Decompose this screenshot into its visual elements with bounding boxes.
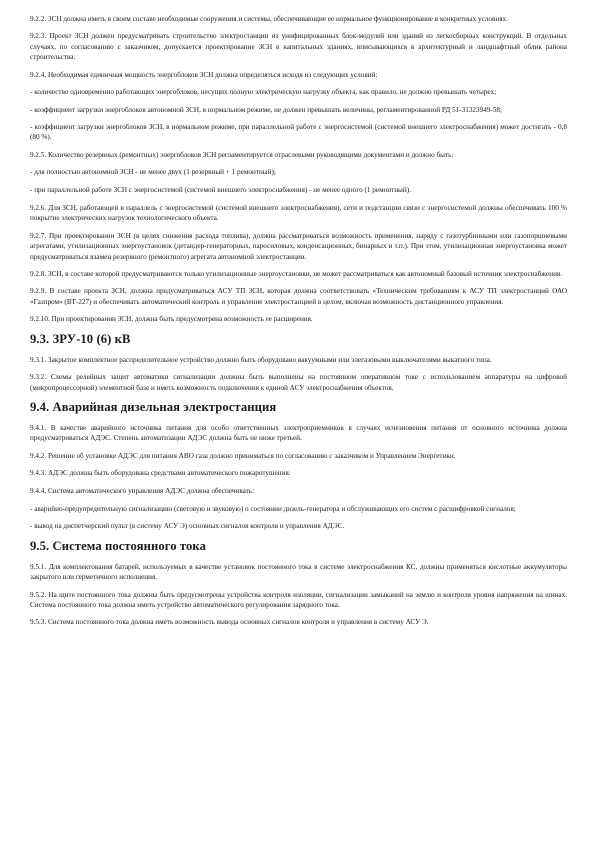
list-item-9-4-4-a: - аварийно-предупредительную сигнализацию (световую и звуковую) о состоянии дизель-генератора и обслуживающих его систем с расшифровкой сигналов; xyxy=(30,504,516,513)
paragraph-9-2-10: 9.2.10. При проектировании ЗСН, должна быть предусмотрена возможность ее расширения. xyxy=(30,314,313,323)
list-item-9-4-4-b: - вывод на диспетчерский пульт (в систему АСУ Э) основных сигналов контроля и управления АДЭС. xyxy=(30,522,345,531)
list-item-9-2-5-a: - для полностью автономной ЗСН - не менее двух (1 резервный + 1 ремонтный); xyxy=(30,168,276,177)
section-heading-9-4: 9.4. Аварийная дизельная электростанция xyxy=(30,399,277,414)
section-92-body xyxy=(30,14,567,325)
list-item-9-2-4-b: - коэффициент загрузки энергоблоков автономной ЗСН, в нормальном режиме, не должен превышать величины, регламентированной РД 51-31323949-58; xyxy=(30,105,502,114)
paragraph-9-5-3: 9.5.3. Система постоянного тока должна иметь возможность вывода основных сигналов контроля и управления в систему АСУ Э. xyxy=(30,618,429,627)
section-95 xyxy=(30,539,567,628)
section-heading-9-5: 9.5. Система постоянного тока xyxy=(30,538,206,553)
list-item-9-2-4-a: - количество одновременно работающих энергоблоков, несущих полную электрическую нагрузку объекта, как правило, не должно превышать четырех; xyxy=(30,88,497,97)
paragraph-9-2-9: 9.2.9. В составе проекта ЗСН, должна предусматриваться АСУ ТП ЗСН, которая должна соответствовать «Техническим требованиям к АСУ ТП электростанций ОАО «Газпром» (ВТ-227) и обеспечивать автоматический контроль и управление электростанцией в целом, включая возможность дистанционного управления. xyxy=(30,287,567,306)
section-heading-9-3: 9.3. ЗРУ-10 (6) кВ xyxy=(30,331,131,346)
paragraph-9-4-4: 9.4.4. Система автоматического управления АДЭС должна обеспечивать: xyxy=(30,487,255,496)
paragraph-9-2-5: 9.2.5. Количество резервных (ремонтных) энергоблоков ЗСН регламентируется отраслевыми руководящими документами и должно быть: xyxy=(30,150,454,159)
paragraph-9-2-7: 9.2.7. При проектировании ЗСН (в целях снижения расхода топлива), должна рассматриваться возможность применения, наряду с газотурбинными или газопоршневыми агрегатами, утилизационных энергоустановок (детандер-генераторных, паросиловых, конденсационных, бинарных и т.п.). При этом, утилизационная энергоустановка может предусматриваться взамен резервного (ремонтного) агрегата автономной электростанции. xyxy=(30,231,567,261)
paragraph-9-3-1: 9.3.1. Закрытое комплектное распределительное устройство должно быть оборудовано вакуумными или элегазовыми выключателями выкатного типа. xyxy=(30,355,492,364)
paragraph-9-5-2: 9.5.2. На щите постоянного тока должны быть предусмотрены устройства контроля изоляции, сигнализации замыканий на землю и контроля уровня напряжения на шинах. Система постоянного тока должна иметь устройство автоматического регулирования зарядного тока. xyxy=(30,590,567,610)
paragraph-9-2-3: 9.2.3. Проект ЗСН должен предусматривать строительство электростанции из унифицированных блок-модулей или зданий из легкосборных конструкций. В отдельных случаях, по согласованию с заказчиком, допускается проектирование ЗСН в капитальных зданиях, вписывающихся в архитектурный и ландшафтный облик района строительства. xyxy=(30,32,567,62)
section-94 xyxy=(30,400,567,532)
list-item-9-2-4-c: - коэффициент загрузки энергоблоков ЗСН, в нормальном режиме, при параллельной работе с энергосистемой (системой внешнего электроснабжения) может достигать - 0,8 (80 %). xyxy=(30,122,567,142)
paragraph-9-5-1: 9.5.1. Для комплектования батарей, используемых в качестве установок постоянного тока в системе электроснабжения КС, должны применяться кислотные аккумуляторы закрытого или герметичного исполнения. xyxy=(30,562,567,582)
list-item-9-2-5-b: - при параллельной работе ЗСН с энергосистемой (системой внешнего электроснабжения) - не менее одного (1 ремонтный). xyxy=(30,186,411,195)
paragraph-9-2-2: 9.2.2. ЗСН должна иметь в своем составе необходимые сооружения и системы, обеспечивающие ее нормальное функционирование в конкретных условиях. xyxy=(30,15,508,23)
paragraph-9-3-2: 9.3.2. Схемы релейных защит автоматики сигнализации должны быть выполнены на постоянном оперативном токе с использованием аппаратуры на цифровой (микропроцессорной) элементной базе и иметь возможность подключения к единой АСУ электроснабжения объектов. xyxy=(30,372,567,392)
paragraph-9-2-4: 9.2.4. Необходимая единичная мощность энергоблоков ЗСН должна определяться исходя из следующих условий: xyxy=(30,70,378,79)
document-page xyxy=(30,14,567,635)
paragraph-9-4-1: 9.4.1. В качестве аварийного источника питания для особо ответственных электроприемников в случаях исчезновения питания от основного источника должна предусматриваться АДЭС. Степень автоматизации АДЭС должна быть не ниже третьей. xyxy=(30,423,567,443)
section-93 xyxy=(30,332,567,393)
paragraph-9-4-3: 9.4.3. АДЭС должна быть оборудована средствами автоматического пожаротушения. xyxy=(30,469,291,478)
paragraph-9-2-6: 9.2.6. Для ЗСН, работающей в параллель с энергосистемой (системой внешнего электроснабжения), сети и подстанции связи с энергосистемой должны обеспечивать 100 % покрытие электрических нагрузок технологического объекта. xyxy=(30,203,567,223)
paragraph-9-2-8: 9.2.8. ЗСН, в составе которой предусматриваются только утилизационные энергоустановки, не может рассматриваться как автономный базовый источник электроснабжения. xyxy=(30,270,563,278)
paragraph-9-4-2: 9.4.2. Решение об установке АДЭС для питания АВО газа должно приниматься по согласованию с заказчиком и Управлением Энергетики. xyxy=(30,451,456,460)
